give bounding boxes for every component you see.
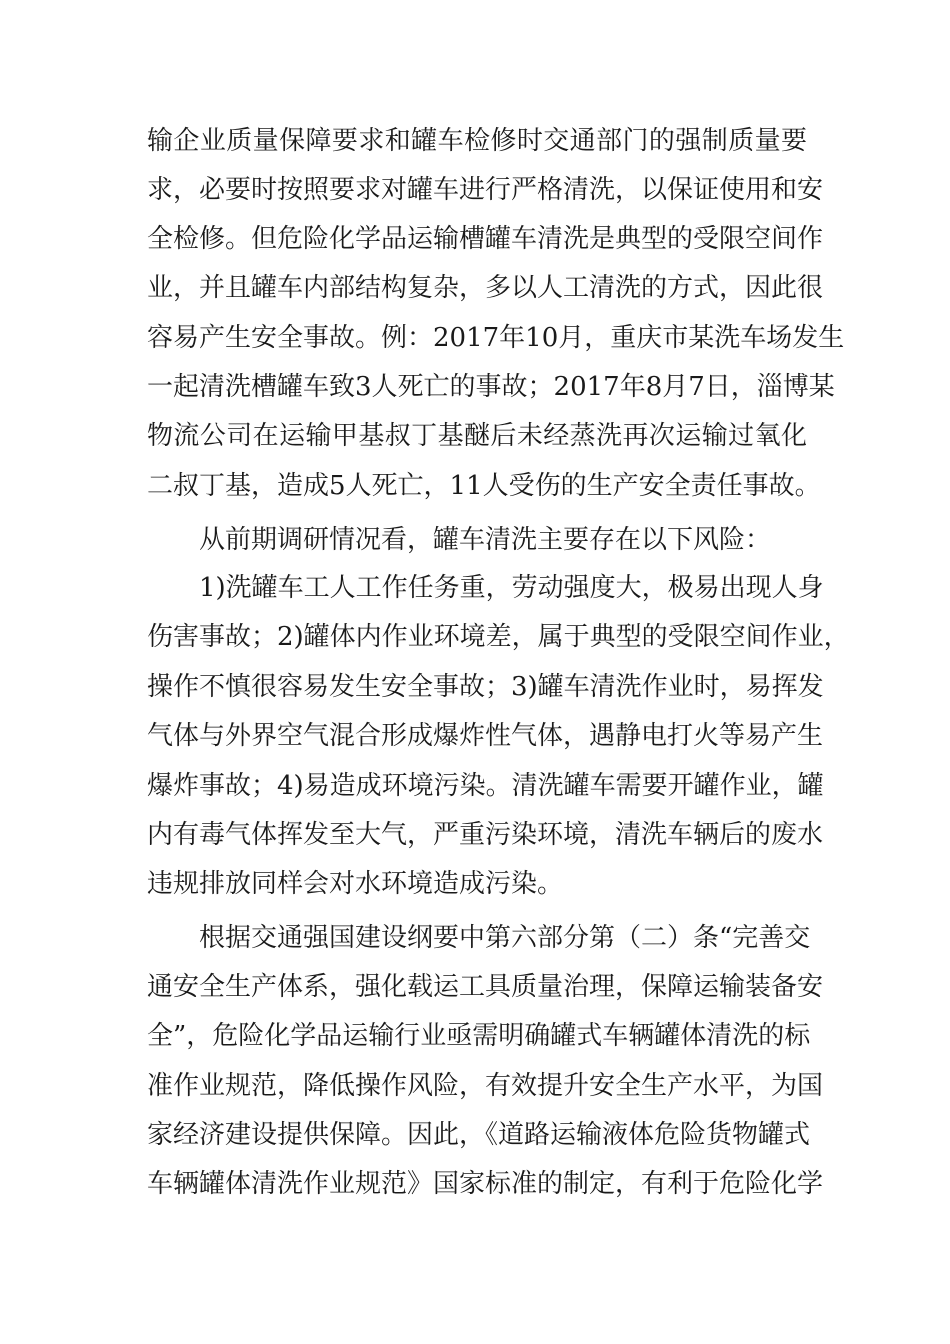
text-line: 内有毒气体挥发至大气，严重污染环境，清洗车辆后的废水	[147, 820, 824, 850]
text-line: 操作不慎很容易发生安全事故；3)罐车清洗作业时，易挥发	[147, 672, 824, 702]
text-line: 容易产生安全事故。例：2017年10月，重庆市某洗车场发生	[147, 323, 845, 353]
text-line: 伤害事故；2)罐体内作业环境差，属于典型的受限空间作业，	[147, 622, 850, 652]
text-line: 家经济建设提供保障。因此，《道路运输液体危险货物罐式	[147, 1120, 811, 1150]
text-line: 爆炸事故；4)易造成环境污染。清洗罐车需要开罐作业，罐	[147, 771, 824, 801]
text-line: 从前期调研情况看，罐车清洗主要存在以下风险：	[199, 525, 772, 555]
text-line: 根据交通强国建设纲要中第六部分第（二）条“完善交	[199, 923, 811, 953]
text-line: 二叔丁基，造成5人死亡，11人受伤的生产安全责任事故。	[147, 471, 821, 501]
text-line: 违规排放同样会对水环境造成污染。	[147, 869, 564, 899]
text-line: 气体与外界空气混合形成爆炸性气体，遇静电打火等易产生	[147, 721, 824, 751]
text-line: 全检修。但危险化学品运输槽罐车清洗是典型的受限空间作	[147, 224, 824, 254]
text-line: 一起清洗槽罐车致3人死亡的事故；2017年8月7日，淄博某	[147, 372, 835, 402]
text-line: 全”，危险化学品运输行业亟需明确罐式车辆罐体清洗的标	[147, 1021, 811, 1051]
text-line: 车辆罐体清洗作业规范》国家标准的制定，有利于危险化学	[147, 1169, 824, 1199]
text-line: 输企业质量保障要求和罐车检修时交通部门的强制质量要	[147, 126, 807, 156]
text-line: 1)洗罐车工人工作任务重，劳动强度大，极易出现人身	[199, 573, 824, 603]
text-line: 通安全生产体系，强化载运工具质量治理，保障运输装备安	[147, 972, 824, 1002]
text-line: 业，并且罐车内部结构复杂，多以人工清洗的方式，因此很	[147, 273, 824, 303]
text-line: 准作业规范，降低操作风险，有效提升安全生产水平，为国	[147, 1071, 824, 1101]
text-line: 求，必要时按照要求对罐车进行严格清洗，以保证使用和安	[147, 175, 824, 205]
text-line: 物流公司在运输甲基叔丁基醚后未经蒸洗再次运输过氧化	[147, 421, 807, 451]
